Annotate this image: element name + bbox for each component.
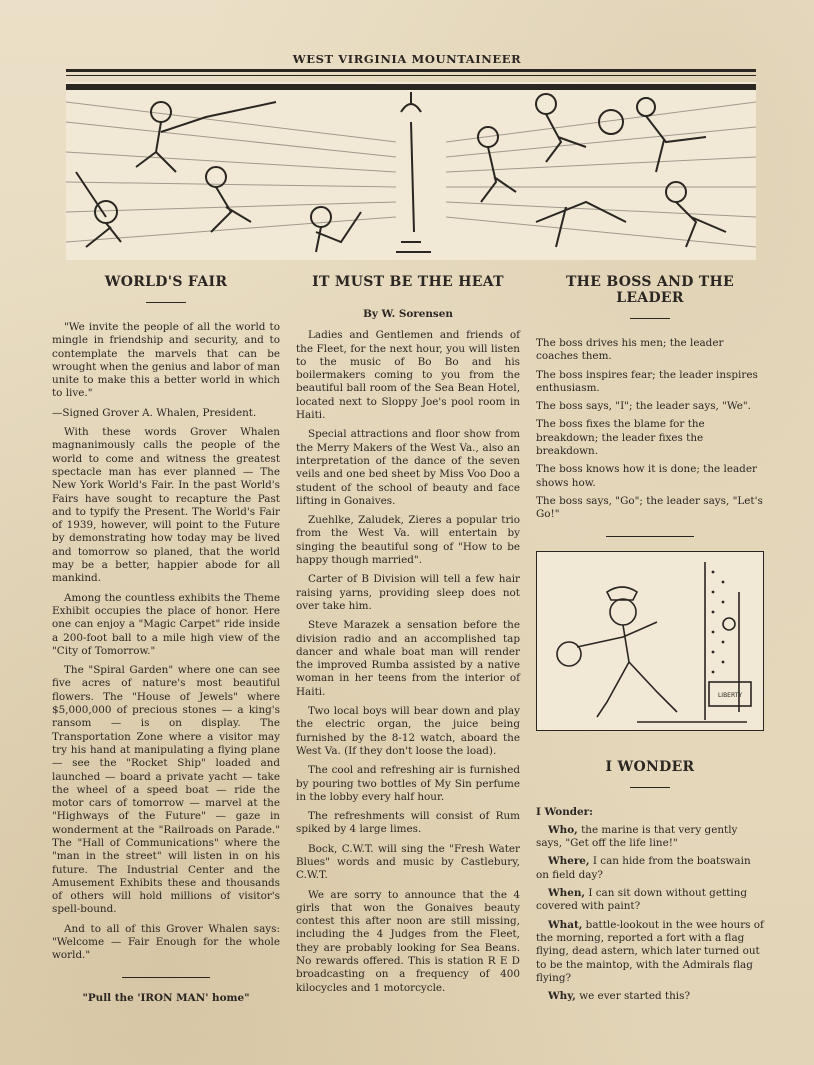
sports-banner-illustration	[66, 82, 756, 260]
wonder-item	[536, 887, 764, 914]
wonder-text: I can sit down without getting covered with paint?	[536, 887, 747, 913]
wonder-text: the marine is that very gently says, "Get off the life line!"	[536, 823, 738, 850]
cartoon-sign-text: LIBERTY	[717, 691, 743, 699]
wonder-item	[536, 855, 764, 882]
masthead-rule-thin	[66, 75, 756, 76]
paragraph: Two local boys will bear down and play the electric organ, the juice being furnished by the 8-12 watch, aboard the West Va. (If they don't loose the load).	[296, 705, 520, 757]
title-rule	[146, 302, 186, 303]
wonder-word: When,	[548, 887, 586, 900]
article-title-heat: IT MUST BE THE HEAT	[312, 274, 504, 290]
sports-illustration-icon	[66, 82, 756, 260]
paragraph: We are sorry to announce that the 4 girls that won the Gonaives beauty contest this after noon are still missing, including the 4 Judges from the Fleet, they are probably looking for Sea Beans. No rewards offered. This is station R E D broadcasting on a frequency of 400 kilocycles and 1 motorcycle.	[296, 888, 520, 994]
closing-rule	[122, 977, 210, 978]
paragraph: "We invite the people of all the world to mingle in friendship and security, and to contemplate the marvels that can be wrought when the genius and labor of man unite to make this a better world in which to live."	[52, 321, 280, 400]
article-title-worlds-fair: WORLD'S FAIR	[104, 274, 228, 290]
column-boss-and-leader	[536, 274, 764, 1008]
boss-line: The boss fixes the blame for the breakdown; the leader fixes the breakdown.	[536, 418, 705, 458]
wonder-text: I can hide from the boatswain on field day?	[536, 855, 751, 881]
wonder-word: Who,	[548, 823, 578, 836]
paragraph: Steve Marazek a sensation before the division radio and an accomplished tap dancer and whale boat man will render the improved Rumba assisted by a native woman in her teens from the interior of Haiti.	[296, 619, 520, 698]
paragraph: Ladies and Gentlemen and friends of the Fleet, for the next hour, you will listen to the music of Bo Bo and his boilermakers coming to you from the beautiful ball room of the Sea Bean Hotel, located next to Sloppy Joe's pool room in Haiti.	[296, 329, 520, 422]
wonder-item	[536, 824, 764, 851]
cartoon-sailor-icon	[537, 552, 763, 730]
paragraph: With these words Grover Whalen magnanimously calls the people of the world to come and witness the greatest spectacle man has ever planned — The New York World's Fair. In the past World's Fairs have sought to recapture the Past and to typify the Present. The World's Fair of 1939, however, will point to the Future by demonstrating how today may be lived and tomorrow so planed, that the world may be a better, happier abode for all mankind.	[52, 426, 280, 585]
cartoon-frame	[536, 551, 764, 731]
boss-line: The boss drives his men; the leader coaches them.	[536, 337, 724, 363]
article-title-boss-leader: THE BOSS AND THE LEADER	[565, 274, 735, 306]
closing-line: "Pull the 'IRON MAN' home"	[82, 991, 250, 1004]
byline: By W. Sorensen	[363, 308, 453, 320]
column-it-must-be-the-heat	[296, 274, 520, 1001]
article-title-i-wonder: I WONDER	[605, 758, 695, 775]
title-rule	[630, 318, 670, 319]
paragraph: The "Spiral Garden" where one can see five acres of nature's most beautiful flowers. The "House of Jewels" where $5,000,000 of precious stones — a king's ransom — is on display. The Transportation Zone where a visitor may try his hand at manipulating a flying plane — see the "Rocket Ship" loaded and launched — board a private yacht — take the wheel of a speed boat — ride the motor cars of tomorrow — marvel at the "Highways of the Future" — gaze in wonderment at the "Railroads on Parade." The "Hall of Communications" where the "man in the street" will listen in on his future. The Industrial Center and the Amusement Exhibits these and thousands of others will hold millions of visitor's spell-bound.	[52, 664, 280, 916]
paragraph: The cool and refreshing air is furnished by pouring two bottles of My Sin perfume in the lobby every half hour.	[296, 764, 520, 803]
paragraph: Carter of B Division will tell a few hair raising yarns, providing sleep does not over take him.	[296, 573, 520, 612]
wonder-item	[536, 919, 764, 985]
wonder-word: What,	[548, 918, 583, 931]
boss-line: The boss inspires fear; the leader inspires enthusiasm.	[536, 368, 758, 394]
wonder-lead: I Wonder:	[536, 805, 593, 818]
wonder-word: Where,	[548, 855, 590, 868]
paragraph-signature: —Signed Grover A. Whalen, President.	[52, 406, 257, 419]
section-rule	[606, 536, 694, 537]
wonder-word: Why,	[548, 990, 576, 1003]
paragraph: Among the countless exhibits the Theme Exhibit occupies the place of honor. Here one can enjoy a "Magic Carpet" ride inside a 200-foot ball to a mile high view of the "City of Tomorrow."	[52, 591, 280, 657]
paragraph: Zuehlke, Zaludek, Zieres a popular trio from the West Va. will entertain by singing the beautiful song of "How to be happy though married".	[296, 514, 520, 567]
wonder-text: battle-lookout in the wee hours of the morning, reported a fort with a flag flying, dead astern, which later turned out to be the maintop, with the Admirals flag flying?	[536, 918, 764, 984]
title-rule	[630, 787, 670, 788]
paragraph: The refreshments will consist of Rum spiked by 4 large limes.	[296, 810, 520, 836]
wonder-item	[536, 990, 764, 1003]
paragraph: Bock, C.W.T. will sing the "Fresh Water Blues" words and music by Castlebury, C.W.T.	[296, 842, 520, 882]
masthead-rule-thick	[66, 69, 756, 72]
wonder-text: we ever started this?	[575, 990, 691, 1003]
boss-line: The boss knows how it is done; the leader shows how.	[536, 463, 757, 489]
column-worlds-fair	[52, 274, 280, 1011]
paragraph: Special attractions and floor show from the Merry Makers of the West Va., also an interpretation of the dance of the seven veils and one bed sheet by Miss Voo Doo a student of the school of beauty and face lifting in Gonaives.	[296, 428, 520, 507]
masthead: WEST VIRGINIA MOUNTAINEER	[292, 52, 522, 66]
boss-line: The boss says, "I"; the leader says, "We".	[536, 400, 751, 413]
boss-line: The boss says, "Go"; the leader says, "Let's Go!"	[536, 494, 763, 521]
paragraph: And to all of this Grover Whalen says: "Welcome — Fair Enough for the whole world."	[52, 922, 280, 962]
